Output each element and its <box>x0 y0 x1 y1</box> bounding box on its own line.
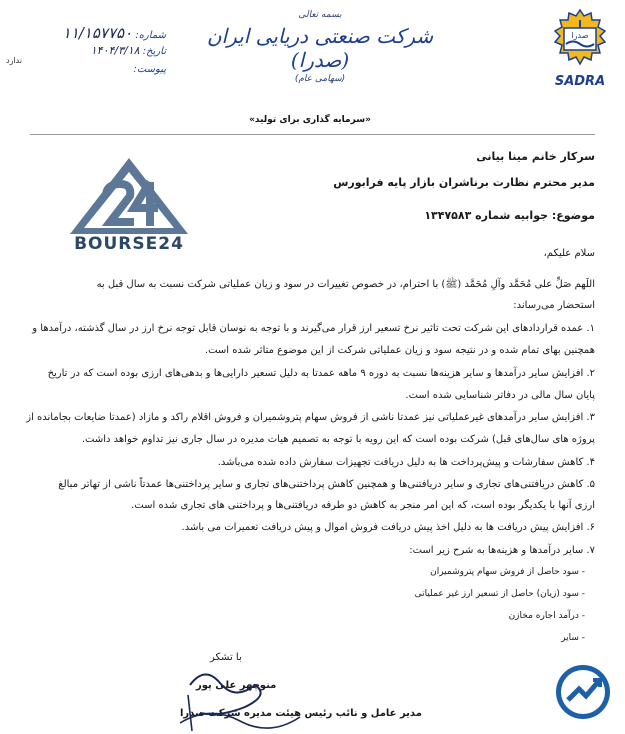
thanks: با تشکر <box>210 652 242 663</box>
gear-icon <box>550 8 610 68</box>
item-1-line-1: ۱. عمده قراردادهای این شرکت تحت تاثیر نرخ تسعیر ارز قرار می‌گیرند و با توجه به نوسان قابل توجه نرخ ارز در سال گذشته، درآمدها و <box>32 323 595 334</box>
sub-item: - درآمد اجاره مخازن <box>508 611 585 621</box>
letter-meta <box>6 24 166 84</box>
company-type: (سهامی عام) <box>294 74 346 84</box>
divider <box>30 134 595 135</box>
item-2-line-1: ۲. افزایش سایر درآمدها و سایر هزینه‌ها نسبت به دوره ۹ ماهه عمدتا به دلیل تسعیر دارایی‌ها و بدهی‌های ارزی بوده است که در تاریخ <box>47 368 595 379</box>
logo-caption: SADRA <box>554 74 606 89</box>
attach-label: پیوست: <box>133 64 166 75</box>
greeting: سلام علیکم، <box>543 248 595 259</box>
subject: موضوع: جوابیه شماره ۱۳۴۷۵۸۳ <box>424 209 595 222</box>
intro-line-2: استحضار می‌رساند: <box>513 300 595 311</box>
sub-item: - سایر <box>561 633 585 643</box>
slogan: «سرمایه گذاری برای تولید» <box>249 115 371 125</box>
sub-item: - سود حاصل از فروش سهام پتروشمیران <box>430 567 585 577</box>
item-4: ۴. کاهش سفارشات و پیش‌پرداخت ها به دلیل دریافت تجهیزات سفارش داده شده می‌باشد. <box>217 457 595 468</box>
signer-name: منوچهر علی پور <box>196 680 277 691</box>
item-2-line-2: پایان سال مالی در دفاتر شناسایی شده است. <box>405 390 595 401</box>
bourse24-watermark <box>66 156 192 260</box>
sadra-logo <box>549 6 611 104</box>
item-1-line-2: همچنین بهای تمام شده و در نتیجه سود و زیان عملیاتی شرکت از این موضوع متاثر شده است. <box>204 345 595 356</box>
item-5-line-1: ۵. کاهش دریافتنی‌های تجاری و سایر دریافتنی‌ها و همچنین کاهش پرداختنی‌های تجاری و سایر پرداختنی‌ها عمدتاً ناشی از تهاتر مبالغ <box>58 479 595 490</box>
item-7: ۷. سایر درآمدها و هزینه‌ها به شرح زیر است: <box>409 545 595 556</box>
basmala: بسمه تعالی <box>298 10 342 20</box>
bourse24-logo-icon <box>66 156 192 236</box>
item-6: ۶. افزایش پیش دریافت ها به دلیل اخذ پیش دریافت فروش اموال و پیش دریافت تعمیرات می باشد. <box>181 522 595 533</box>
recipient-title: مدیر محترم نظارت برناشران بازار پایه فرابورس <box>333 176 595 189</box>
item-3-line-2: پروژه های سال‌های قبل) شرکت بوده است که این رویه با توجه به تصمیم هیات مدیره در سال جاری نیز تداوم خواهد داشت. <box>81 434 595 445</box>
bourse24-seal-icon <box>555 664 611 720</box>
item-3-line-1: ۳. افزایش سایر درآمدهای غیرعملیاتی نیز عمدتا ناشی از فروش سهام پتروشمیران و فروش اقلام راکد و مازاد (عمدتا ضایعات بجامانده از <box>26 412 595 423</box>
number-value: ۱۱/۱۵۷۷۵۰ <box>62 24 133 42</box>
company-header <box>200 10 440 84</box>
svg-text:صدرا: صدرا <box>571 31 589 40</box>
recipient: سرکار خانم مینا بیانی <box>476 150 595 163</box>
item-5-line-2: ارزی آنها با یکدیگر بوده است، که این امر منجر به کاهش دو طرفه دریافتنی‌ها و پرداختنی های تجاری شده است. <box>131 500 595 511</box>
signer-title: مدیر عامل و نائب رئیس هیئت مدیره شرکت صدرا <box>180 708 422 719</box>
sub-item: - سود (زیان) حاصل از تسعیر ارز غیر عملیاتی <box>414 589 585 599</box>
company-name: شرکت صنعتی دریایی ایران (صدرا) <box>206 24 434 72</box>
intro-line-1: اللَهم صَلِّ علی مُحَمَّد وآلِ مُحَمَّد (ﷺ) با احترام، در خصوص تغییرات در سود و زیان عملیاتی شرکت نسبت به سال قبل به <box>96 279 595 290</box>
date-label: تاریخ: <box>142 46 166 57</box>
watermark-text: BOURSE24 <box>74 234 184 254</box>
number-label: شماره: <box>135 30 166 41</box>
date-value: ۱۴۰۴/۳/۱۸ <box>90 44 140 57</box>
attachment-value: ندارد <box>6 56 23 65</box>
signature-scribble-icon <box>160 655 320 733</box>
